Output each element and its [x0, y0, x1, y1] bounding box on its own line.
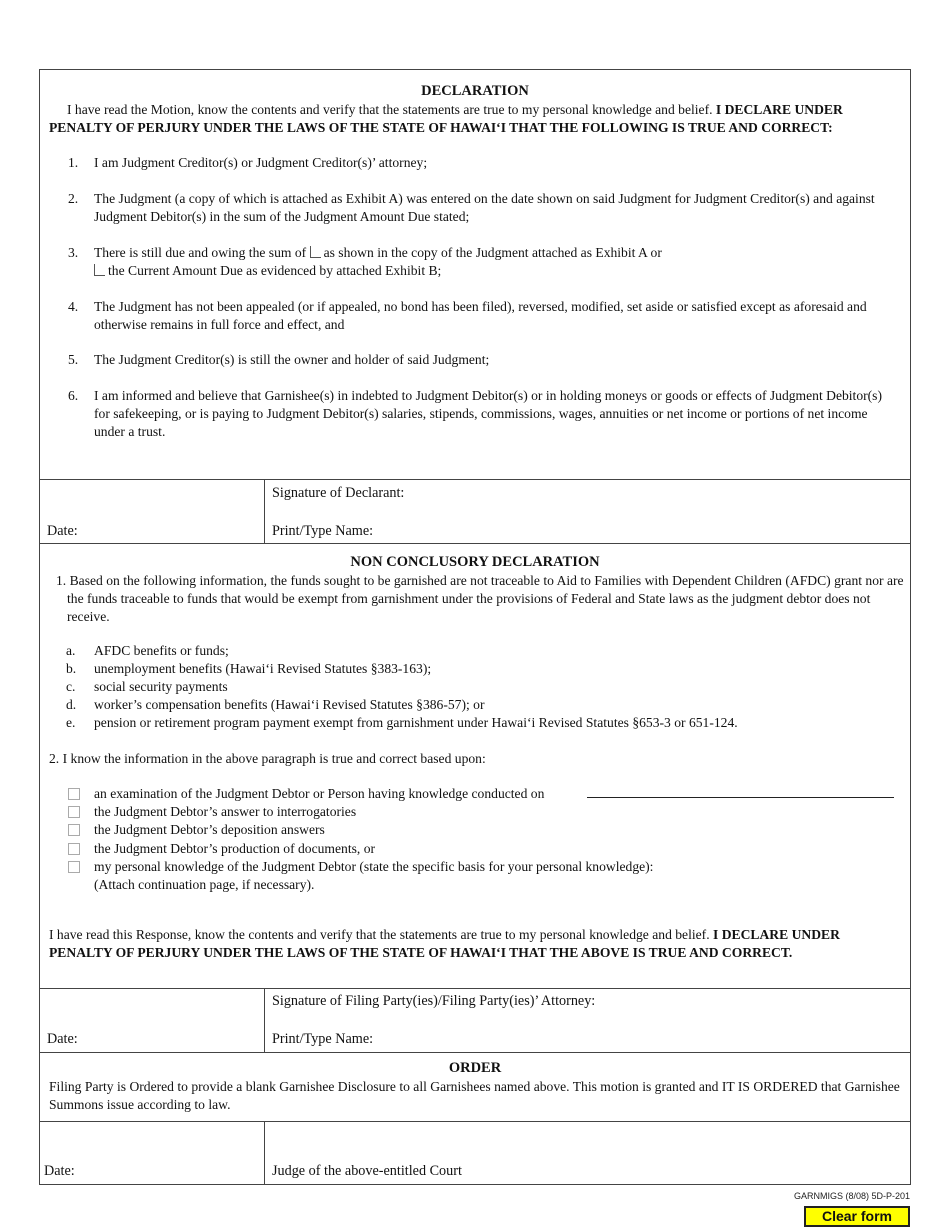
basis-checkbox-interrogatories[interactable]	[68, 806, 80, 818]
non-conclusory-para-2: 2. I know the information in the above paragraph is true and correct based upon:	[49, 751, 486, 766]
order-date-field[interactable]: Date:	[44, 1163, 75, 1179]
exhibit-a-checkbox[interactable]	[310, 246, 321, 258]
list-text: AFDC benefits or funds;	[94, 643, 229, 658]
exempt-list-item-b	[66, 660, 886, 678]
basis-checkbox-documents[interactable]	[68, 843, 80, 855]
item-text-part: as shown in the copy of the Judgment attached as Exhibit A or	[323, 245, 662, 260]
item-text-part: the Current Amount Due as evidenced by attached Exhibit B;	[108, 263, 442, 278]
basis-label-deposition: the Judgment Debtor’s deposition answers	[94, 822, 325, 837]
exhibit-b-checkbox[interactable]	[94, 264, 105, 276]
declaration-item-4	[68, 298, 898, 334]
declaration-item-6	[68, 387, 898, 441]
item-text: The Judgment Creditor(s) is still the owner and holder of said Judgment;	[94, 352, 490, 367]
item-number: 1.	[68, 155, 79, 170]
basis-label-examination: an examination of the Judgment Debtor or Person having knowledge conducted on	[94, 786, 545, 801]
judge-signature-field[interactable]: Judge of the above-entitled Court	[272, 1163, 462, 1179]
declaration-item-3	[68, 244, 898, 280]
declarant-signature-field[interactable]: Signature of Declarant:	[272, 485, 405, 501]
non-conclusory-title: NON CONCLUSORY DECLARATION	[350, 554, 600, 570]
item-text-part: There is still due and owing the sum of	[94, 245, 310, 260]
basis-checkbox-deposition[interactable]	[68, 824, 80, 836]
basis-label-personal-knowledge: my personal knowledge of the Judgment Debtor (state the specific basis for your personal knowledge):	[94, 859, 654, 874]
form-code: GARNMIGS (8/08) 5D-P-201	[793, 1191, 910, 1201]
basis-label-documents: the Judgment Debtor’s production of documents, or	[94, 841, 376, 856]
divider	[264, 1121, 265, 1185]
declaration-intro-bold: I DECLARE UNDER PENALTY OF PERJURY UNDER THE LAWS OF THE STATE OF HAWAI‘I THAT THE FOLLOWING IS TRUE AND CORRECT:	[49, 102, 843, 135]
exempt-list-item-c	[66, 678, 886, 696]
declaration-intro	[49, 101, 905, 137]
item-text: I am informed and believe that Garnishee(s) in indebted to Judgment Debitor(s) or in holding moneys or goods or effects of Judgment Debitor(s) for safekeeping, or is paying to Judgment Debitor(s) salaries, stipends, commissions, wages, annuities or net income or portions of net income under a trust.	[94, 388, 882, 439]
basis-checkbox-examination[interactable]	[68, 788, 80, 800]
divider	[264, 479, 265, 543]
filing-party-signature-field[interactable]: Signature of Filing Party(ies)/Filing Party(ies)’ Attorney:	[272, 993, 596, 1009]
list-text: social security payments	[94, 679, 228, 694]
exempt-list-item-a	[66, 642, 886, 660]
divider	[40, 988, 910, 989]
non-conclusory-para-1: 1. Based on the following information, the funds sought to be garnished are not traceable to Aid to Families with Dependent Children (AFDC) grant nor are the funds traceable to funds that would be exempt from garnishment under the provisions of Federal and State laws as the judgment debtor does not receive.	[56, 573, 904, 624]
non-conclusory-closing	[49, 926, 905, 962]
divider	[40, 543, 910, 544]
list-text: worker’s compensation benefits (Hawai‘i Revised Statutes §386-57); or	[94, 697, 485, 712]
item-text: The Judgment has not been appealed (or if appealed, no bond has been filed), reversed, modified, set aside or satisfied except as aforesaid and otherwise remains in full force and effect, and	[94, 299, 867, 332]
filing-party-date-field[interactable]: Date:	[47, 1031, 78, 1047]
item-number: 6.	[68, 388, 79, 403]
declaration-item-2	[68, 190, 898, 226]
declaration-item-5	[68, 351, 898, 369]
order-text: Filing Party is Ordered to provide a blank Garnishee Disclosure to all Garnishees named above. This motion is granted and IT IS ORDERED that Garnishee Summons issue according to law.	[49, 1079, 900, 1112]
filing-party-print-name-field[interactable]: Print/Type Name:	[272, 1031, 374, 1047]
divider	[40, 1121, 910, 1122]
garnishment-form	[39, 69, 911, 1185]
list-letter: b.	[66, 661, 77, 676]
attach-note: (Attach continuation page, if necessary).	[94, 877, 315, 892]
declaration-date-field[interactable]: Date:	[47, 523, 78, 539]
declarant-print-name-field[interactable]: Print/Type Name:	[272, 523, 374, 539]
clear-form-button[interactable]: Clear form	[804, 1206, 910, 1227]
closing-text: I have read this Response, know the contents and verify that the statements are true to my personal knowledge and belief.	[49, 927, 714, 942]
order-title: ORDER	[448, 1060, 502, 1076]
divider	[40, 479, 910, 480]
examination-date-field[interactable]	[587, 797, 894, 798]
exempt-list-item-e	[66, 714, 886, 732]
list-text: unemployment benefits (Hawai‘i Revised Statutes §383-163);	[94, 661, 432, 676]
divider	[40, 1052, 910, 1053]
closing-bold: I DECLARE UNDER PENALTY OF PERJURY UNDER THE LAWS OF THE STATE OF HAWAI‘I THAT THE ABOVE IS TRUE AND CORRECT.	[49, 927, 840, 960]
basis-label-interrogatories: the Judgment Debtor’s answer to interrogatories	[94, 804, 357, 819]
item-number: 2.	[68, 191, 79, 206]
basis-checkbox-personal-knowledge[interactable]	[68, 861, 80, 873]
item-number: 5.	[68, 352, 79, 367]
list-letter: e.	[66, 715, 76, 730]
declaration-title: DECLARATION	[421, 83, 529, 99]
list-text: pension or retirement program payment exempt from garnishment under Hawai‘i Revised Statutes §653-3 or 651-124.	[94, 715, 738, 730]
exempt-list-item-d	[66, 696, 886, 714]
item-text: I am Judgment Creditor(s) or Judgment Creditor(s)’ attorney;	[94, 155, 428, 170]
item-number: 3.	[68, 245, 79, 260]
item-number: 4.	[68, 299, 79, 314]
list-letter: a.	[66, 643, 76, 658]
declaration-item-1	[68, 154, 898, 172]
item-text: The Judgment (a copy of which is attached as Exhibit A) was entered on the date shown on said Judgment for Judgment Creditor(s) and against Judgment Debitor(s) in the sum of the Judgment Amount Due stated;	[94, 191, 875, 224]
declaration-intro-text: I have read the Motion, know the contents and verify that the statements are true to my personal knowledge and belief.	[67, 102, 716, 117]
divider	[264, 988, 265, 1052]
list-letter: d.	[66, 697, 77, 712]
item-text	[94, 244, 898, 280]
list-letter: c.	[66, 679, 76, 694]
